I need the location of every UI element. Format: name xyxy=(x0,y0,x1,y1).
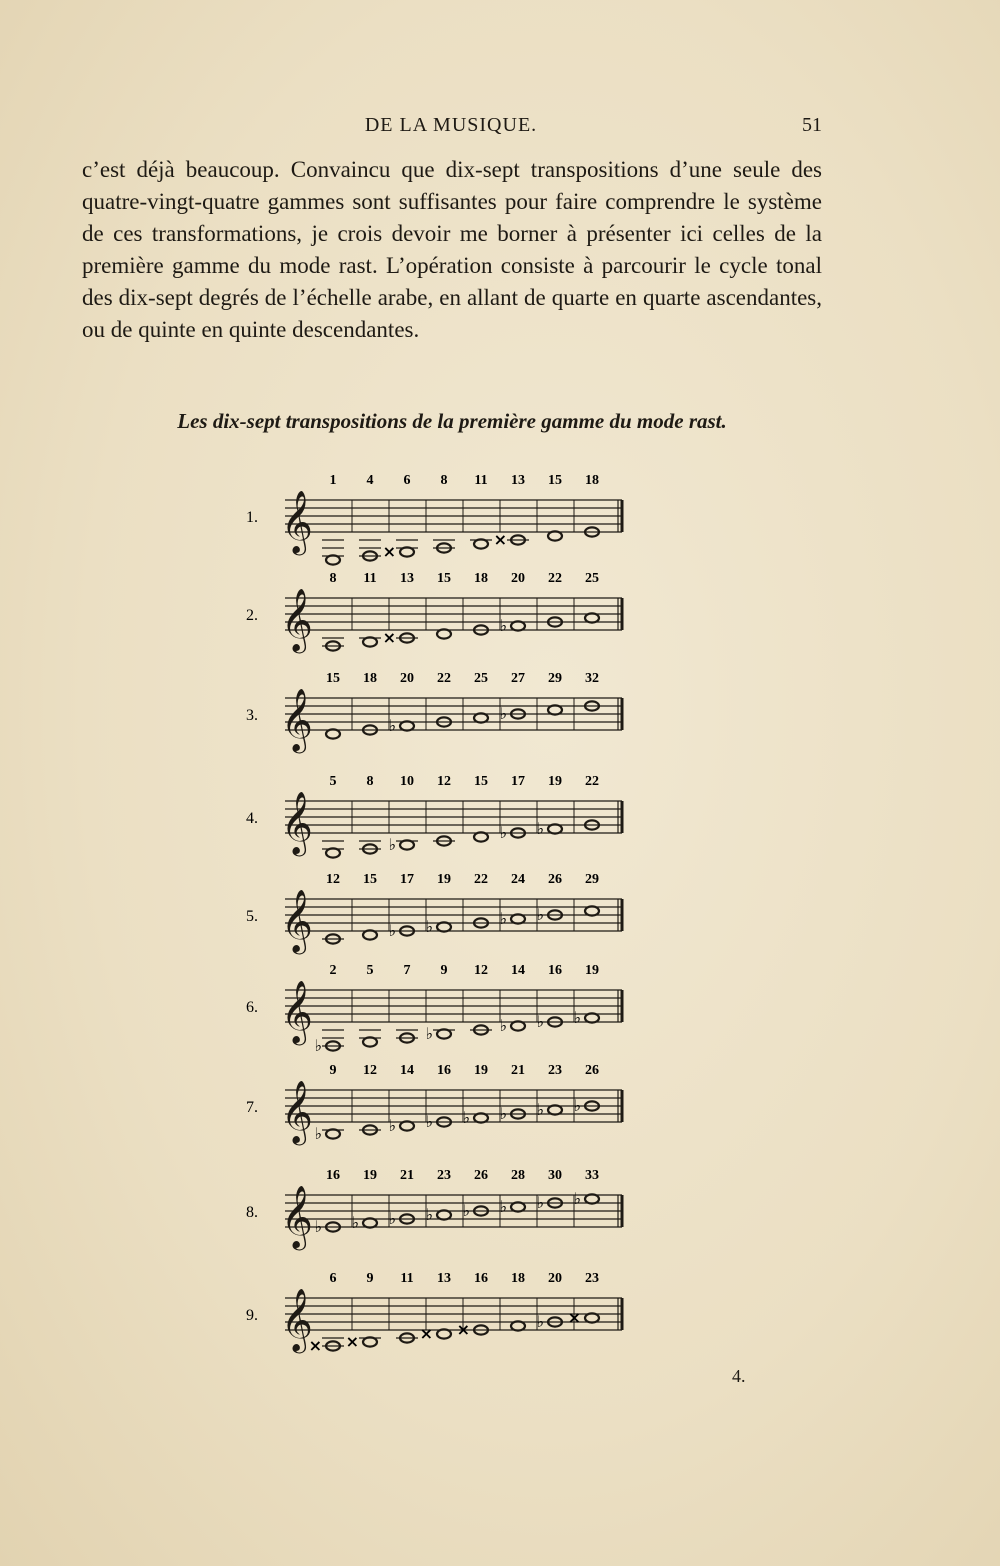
degree-number: 22 xyxy=(585,774,599,789)
degree-number: 11 xyxy=(400,1271,414,1286)
quarter-accidental: × xyxy=(308,1336,322,1355)
flat-accidental: ♭ xyxy=(499,1104,507,1123)
flat-accidental: ♭ xyxy=(499,1016,507,1035)
whole-note xyxy=(511,621,525,630)
degree-number: 21 xyxy=(400,1168,414,1183)
degree-number: 14 xyxy=(511,963,525,978)
degree-number: 11 xyxy=(474,473,488,488)
degree-number: 5 xyxy=(366,963,374,978)
whole-note xyxy=(363,1337,377,1346)
degree-number: 28 xyxy=(511,1168,525,1183)
degree-number: 15 xyxy=(363,872,377,887)
whole-note xyxy=(363,1037,377,1046)
degree-number: 9 xyxy=(366,1271,374,1286)
flat-accidental: ♭ xyxy=(499,823,507,842)
staff-label: 5. xyxy=(246,908,258,925)
signature-mark: 4. xyxy=(732,1366,746,1386)
whole-note xyxy=(585,906,599,915)
flat-accidental: ♭ xyxy=(573,1189,581,1208)
quarter-accidental: × xyxy=(382,628,396,647)
degree-number: 17 xyxy=(511,774,525,789)
staff-label: 2. xyxy=(246,607,258,624)
whole-note xyxy=(363,637,377,646)
degree-number: 29 xyxy=(585,872,599,887)
degree-number: 15 xyxy=(548,473,562,488)
degree-number: 18 xyxy=(585,473,599,488)
flat-accidental: ♭ xyxy=(314,1217,322,1236)
degree-number: 22 xyxy=(548,571,562,586)
degree-number: 5 xyxy=(329,774,337,789)
figure-caption: Les dix-sept transpositions de la première gamme du mode rast. xyxy=(177,409,727,433)
degree-number: 8 xyxy=(366,774,374,789)
whole-note xyxy=(548,824,562,833)
flat-accidental: ♭ xyxy=(425,1024,433,1043)
degree-number: 9 xyxy=(440,963,448,978)
degree-number: 8 xyxy=(329,571,337,586)
whole-note xyxy=(400,721,414,730)
whole-note xyxy=(511,1321,525,1330)
degree-number: 4 xyxy=(366,473,374,488)
whole-note xyxy=(326,555,340,564)
degree-number: 19 xyxy=(585,963,599,978)
degree-number: 20 xyxy=(511,571,525,586)
whole-note xyxy=(548,1105,562,1114)
degree-number: 2 xyxy=(329,963,337,978)
degree-number: 13 xyxy=(437,1271,451,1286)
degree-number: 15 xyxy=(326,671,340,686)
flat-accidental: ♭ xyxy=(351,1213,359,1232)
whole-note xyxy=(400,840,414,849)
quarter-accidental: × xyxy=(345,1332,359,1351)
flat-accidental: ♭ xyxy=(425,1112,433,1131)
whole-note xyxy=(585,613,599,622)
flat-accidental: ♭ xyxy=(425,1205,433,1224)
flat-accidental: ♭ xyxy=(388,1209,396,1228)
treble-clef-icon: 𝄞 xyxy=(281,688,313,751)
degree-number: 17 xyxy=(400,872,414,887)
degree-number: 23 xyxy=(437,1168,451,1183)
degree-number: 19 xyxy=(548,774,562,789)
staff-3 xyxy=(246,671,622,754)
page-number: 51 xyxy=(802,114,822,136)
flat-accidental: ♭ xyxy=(314,1036,322,1055)
degree-number: 6 xyxy=(329,1271,337,1286)
degree-number: 12 xyxy=(363,1063,377,1078)
treble-clef-icon: 𝄞 xyxy=(281,889,313,952)
flat-accidental: ♭ xyxy=(388,835,396,854)
staff-label: 3. xyxy=(246,707,258,724)
whole-note xyxy=(474,539,488,548)
degree-number: 33 xyxy=(585,1168,599,1183)
whole-note xyxy=(474,1113,488,1122)
flat-accidental: ♭ xyxy=(536,905,544,924)
degree-number: 8 xyxy=(440,473,448,488)
degree-number: 29 xyxy=(548,671,562,686)
degree-number: 9 xyxy=(329,1063,337,1078)
whole-note xyxy=(585,1013,599,1022)
flat-accidental: ♭ xyxy=(462,1108,470,1127)
treble-clef-icon: 𝄞 xyxy=(281,980,313,1043)
flat-accidental: ♭ xyxy=(536,819,544,838)
whole-note xyxy=(326,729,340,738)
whole-note xyxy=(437,1029,451,1038)
degree-number: 18 xyxy=(474,571,488,586)
flat-accidental: ♭ xyxy=(425,917,433,936)
flat-accidental: ♭ xyxy=(499,704,507,723)
degree-number: 26 xyxy=(474,1168,488,1183)
degree-number: 24 xyxy=(511,872,525,887)
whole-note xyxy=(437,1329,451,1338)
flat-accidental: ♭ xyxy=(462,1201,470,1220)
flat-accidental: ♭ xyxy=(536,1012,544,1031)
degree-number: 10 xyxy=(400,774,414,789)
degree-number: 7 xyxy=(403,963,411,978)
staff-9 xyxy=(246,1271,622,1355)
degree-number: 26 xyxy=(585,1063,599,1078)
degree-number: 27 xyxy=(511,671,525,686)
whole-note xyxy=(363,930,377,939)
body-paragraph: c’est déjà beaucoup. Convaincu que dix-sept transpositions d’une seule des quatre-vingt-quatre gammes sont suffisantes pour faire comprendre le système de ces transformations, je crois devoir me borner à présenter ici celles de la première gamme du mode rast. L’opération consiste à parcourir le cycle tonal des dix-sept degrés de l’échelle arabe, en allant de quarte en quarte ascendantes, ou de quinte en quinte descendantes. xyxy=(82,157,822,342)
staff-6 xyxy=(246,963,622,1055)
flat-accidental: ♭ xyxy=(499,616,507,635)
degree-number: 19 xyxy=(437,872,451,887)
degree-number: 22 xyxy=(437,671,451,686)
degree-number: 13 xyxy=(511,473,525,488)
staff-label: 1. xyxy=(246,509,258,526)
flat-accidental: ♭ xyxy=(388,921,396,940)
degree-number: 26 xyxy=(548,872,562,887)
whole-note xyxy=(363,1218,377,1227)
degree-number: 12 xyxy=(326,872,340,887)
whole-note xyxy=(511,914,525,923)
degree-number: 16 xyxy=(437,1063,451,1078)
whole-note xyxy=(400,1121,414,1130)
degree-number: 6 xyxy=(403,473,411,488)
staff-label: 7. xyxy=(246,1099,258,1116)
treble-clef-icon: 𝄞 xyxy=(281,588,313,651)
quarter-accidental: × xyxy=(456,1320,470,1339)
degree-number: 14 xyxy=(400,1063,414,1078)
staff-label: 9. xyxy=(246,1307,258,1324)
staff-2 xyxy=(246,571,622,654)
whole-note xyxy=(437,1210,451,1219)
treble-clef-icon: 𝄞 xyxy=(281,791,313,854)
degree-number: 18 xyxy=(363,671,377,686)
degree-number: 32 xyxy=(585,671,599,686)
staff-label: 8. xyxy=(246,1204,258,1221)
degree-number: 18 xyxy=(511,1271,525,1286)
degree-number: 16 xyxy=(548,963,562,978)
whole-note xyxy=(474,832,488,841)
degree-number: 11 xyxy=(363,571,377,586)
quarter-accidental: × xyxy=(419,1324,433,1343)
degree-number: 25 xyxy=(585,571,599,586)
staff-5 xyxy=(246,872,622,955)
whole-note xyxy=(585,1194,599,1203)
flat-accidental: ♭ xyxy=(499,1197,507,1216)
whole-note xyxy=(585,1313,599,1322)
quarter-accidental: × xyxy=(567,1308,581,1327)
degree-number: 20 xyxy=(400,671,414,686)
flat-accidental: ♭ xyxy=(314,1124,322,1143)
degree-number: 12 xyxy=(474,963,488,978)
treble-clef-icon: 𝄞 xyxy=(281,1185,313,1248)
degree-number: 19 xyxy=(474,1063,488,1078)
staff-4 xyxy=(246,774,622,858)
whole-note xyxy=(548,705,562,714)
whole-note xyxy=(400,547,414,556)
whole-note xyxy=(437,922,451,931)
degree-number: 16 xyxy=(474,1271,488,1286)
degree-number: 15 xyxy=(474,774,488,789)
degree-number: 12 xyxy=(437,774,451,789)
whole-note xyxy=(474,713,488,722)
degree-number: 1 xyxy=(329,473,337,488)
staff-label: 4. xyxy=(246,810,258,827)
degree-number: 30 xyxy=(548,1168,562,1183)
degree-number: 15 xyxy=(437,571,451,586)
degree-number: 13 xyxy=(400,571,414,586)
flat-accidental: ♭ xyxy=(536,1100,544,1119)
degree-number: 20 xyxy=(548,1271,562,1286)
treble-clef-icon: 𝄞 xyxy=(281,1080,313,1143)
treble-clef-icon: 𝄞 xyxy=(281,1288,313,1351)
staff-1 xyxy=(246,473,622,565)
flat-accidental: ♭ xyxy=(573,1008,581,1027)
degree-number: 25 xyxy=(474,671,488,686)
staff-7 xyxy=(246,1063,622,1146)
whole-note xyxy=(548,531,562,540)
flat-accidental: ♭ xyxy=(536,1312,544,1331)
staff-label: 6. xyxy=(246,999,258,1016)
flat-accidental: ♭ xyxy=(573,1096,581,1115)
staff-8 xyxy=(246,1168,622,1251)
degree-number: 21 xyxy=(511,1063,525,1078)
whole-note xyxy=(511,1021,525,1030)
whole-note xyxy=(326,848,340,857)
treble-clef-icon: 𝄞 xyxy=(281,490,313,553)
running-title: DE LA MUSIQUE. xyxy=(364,114,538,136)
whole-note xyxy=(437,629,451,638)
degree-number: 22 xyxy=(474,872,488,887)
flat-accidental: ♭ xyxy=(499,909,507,928)
flat-accidental: ♭ xyxy=(388,716,396,735)
whole-note xyxy=(511,1202,525,1211)
quarter-accidental: × xyxy=(493,530,507,549)
whole-note xyxy=(326,1129,340,1138)
flat-accidental: ♭ xyxy=(536,1193,544,1212)
degree-number: 16 xyxy=(326,1168,340,1183)
degree-number: 23 xyxy=(548,1063,562,1078)
degree-number: 23 xyxy=(585,1271,599,1286)
quarter-accidental: × xyxy=(382,542,396,561)
flat-accidental: ♭ xyxy=(388,1116,396,1135)
degree-number: 19 xyxy=(363,1168,377,1183)
